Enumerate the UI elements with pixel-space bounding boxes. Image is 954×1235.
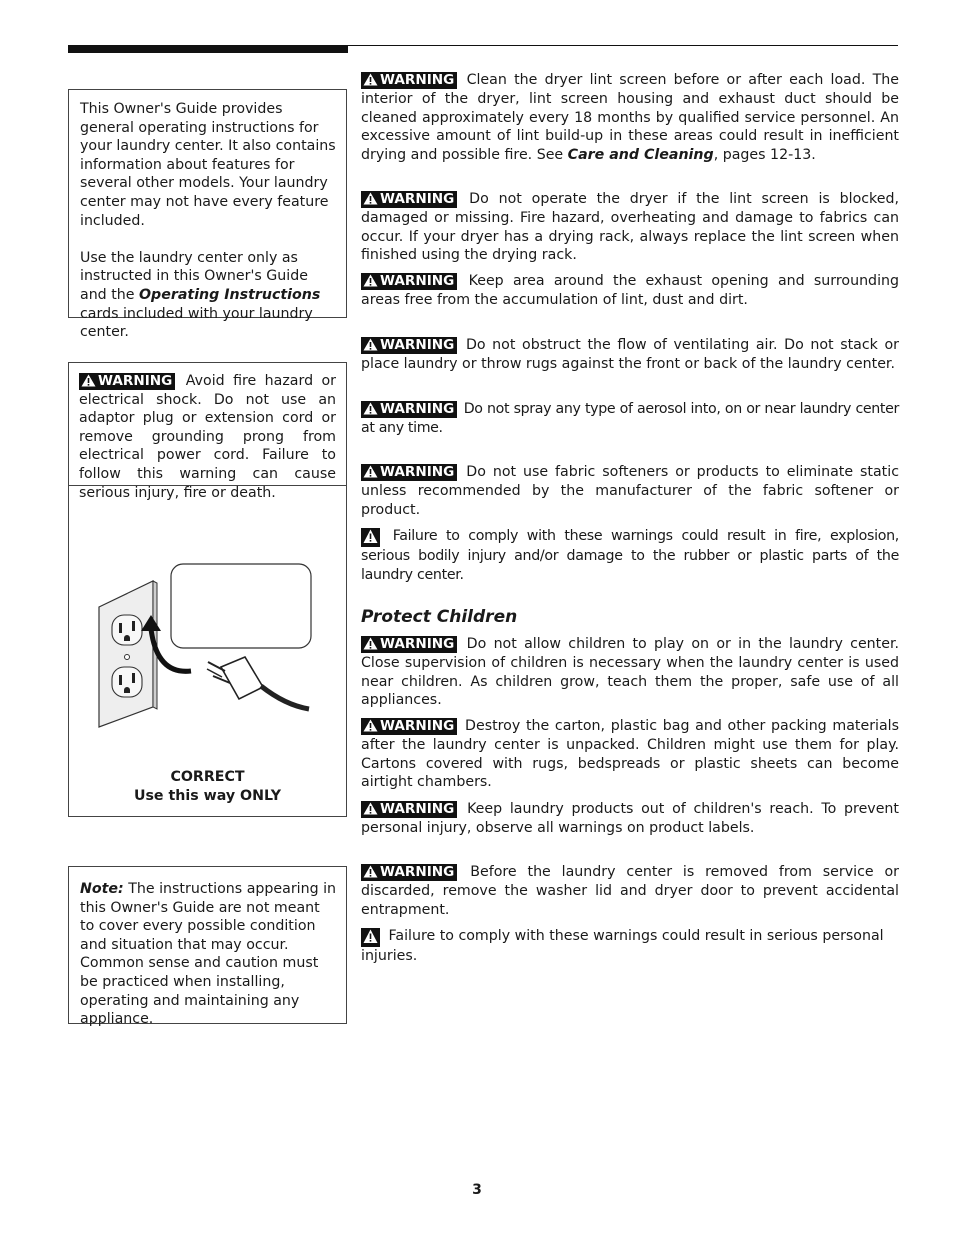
caution-personal-injuries <box>361 927 899 966</box>
care-and-cleaning-emphasis: Care and Cleaning <box>567 147 714 164</box>
header-rule-thin <box>348 45 898 46</box>
note-paragraph <box>80 880 338 1029</box>
caution-text: Failure to comply with these warnings could result in serious personal injuries. <box>361 928 884 964</box>
warning-badge <box>361 636 457 653</box>
shock-warning-body: Avoid fire hazard or electrical shock. Do not use an adaptor plug or extension cord or remove grounding prong from electrical power cord. Failure to follow this warning can cause serious injury, fire or death. <box>79 373 337 501</box>
intro-box <box>68 89 347 341</box>
warning-triangle-icon <box>363 402 378 415</box>
warning-lint-blocked <box>361 190 899 265</box>
warning-fabric-softeners <box>361 463 899 519</box>
warning-badge <box>361 401 457 418</box>
note-box <box>68 866 347 1028</box>
caption-use-this-way: Use this way ONLY <box>133 788 282 804</box>
page-number: 3 <box>472 1182 482 1198</box>
warning-badge <box>361 864 457 881</box>
warning-text: Keep laundry products out of children's reach. To prevent personal injury, observe all warnings on product labels. <box>361 801 899 836</box>
warning-badge-label: WARNING <box>380 864 455 880</box>
warning-text: Do not use fabric softeners or products to eliminate static unless recommended by the manufacturer of the fabric softener or product. <box>361 464 899 518</box>
warning-triangle-icon <box>363 719 378 732</box>
alert-triangle-icon <box>361 528 380 547</box>
warning-text: Do not allow children to play on or in the laundry center. Close supervision of children is necessary when the laundry center is used near children. As children grow, teach them the proper, safe use of all appliances. <box>361 636 899 709</box>
warning-badge-label: WARNING <box>380 718 455 734</box>
note-label: Note: <box>80 881 124 897</box>
warning-text: Do not obstruct the flow of ventilating air. Do not stack or place laundry or throw rugs against the front or back of the laundry center. <box>361 337 900 372</box>
correct-caption <box>69 768 346 806</box>
warning-badge <box>79 373 175 390</box>
warning-packing-materials <box>361 717 899 792</box>
intro-p2-tail: cards included with your laundry center. <box>80 305 313 341</box>
warning-text: Keep area around the exhaust opening and surrounding areas free from the accumulation of lint, dust and dirt. <box>361 273 900 308</box>
intro-paragraph-2 <box>80 249 336 342</box>
warning-triangle-icon <box>363 465 378 478</box>
warning-exhaust-area <box>361 272 899 310</box>
warning-badge-label: WARNING <box>380 72 455 88</box>
shock-warning-box <box>68 362 347 817</box>
warning-lint-screen <box>361 71 899 165</box>
operating-instructions-emphasis: Operating Instructions <box>139 286 321 303</box>
warning-triangle-icon <box>363 192 378 205</box>
warning-badge <box>361 273 457 290</box>
warning-text: Do not operate the dryer if the lint screen is blocked, damaged or missing. Fire hazard, overheating and damage to fabrics can occur. If your dryer has a drying rack, always replace the lint screen when finished using the drying rack. <box>361 191 899 264</box>
warning-text: Do not spray any type of aerosol into, on or near laundry center at any time. <box>361 401 899 436</box>
grounded-outlet-illustration <box>95 559 325 739</box>
warning-badge-label: WARNING <box>380 337 455 353</box>
warning-text-tail: , pages 12-13. <box>713 147 816 164</box>
header-rule-thick <box>68 45 348 53</box>
warning-triangle-icon <box>363 637 378 650</box>
warning-badge <box>361 801 457 818</box>
caution-text: Failure to comply with these warnings could result in fire, explosion, serious bodily injury and/or damage to the rubber or plastic parts of the laundry center. <box>361 528 899 583</box>
caption-correct: CORRECT <box>170 769 245 785</box>
warning-triangle-icon <box>363 802 378 815</box>
warning-triangle-icon <box>363 865 378 878</box>
note-text: The instructions appearing in this Owner's Guide are not meant to cover every possible condition and situation that may occur. Common sense and caution must be practiced when installing, operating and maintaining any appliance. <box>80 881 337 1028</box>
warning-badge <box>361 464 457 481</box>
warning-aerosol <box>361 400 899 438</box>
caution-fire-explosion <box>361 527 899 585</box>
warning-children-play <box>361 635 899 710</box>
warning-text: Clean the dryer lint screen before or after each load. The interior of the dryer, lint screen housing and exhaust duct should be cleaned approximately every 18 months by qualified service personnel. An excessive amount of lint build-up in these areas could result in inefficient drying and possible fire. See <box>361 72 899 164</box>
warning-badge <box>361 72 457 89</box>
alert-triangle-icon <box>361 928 380 947</box>
shock-warning-text <box>69 363 346 501</box>
warning-badge-label: WARNING <box>380 801 455 817</box>
warning-ventilation <box>361 336 899 374</box>
warning-badge <box>361 191 457 208</box>
intro-paragraph-1: This Owner's Guide provides general operating instructions for your laundry center. It also contains information about features for several other models. Your laundry center may not have every feature included. <box>80 101 336 229</box>
warning-badge-label: WARNING <box>98 373 173 389</box>
warning-badge-label: WARNING <box>380 191 455 207</box>
warning-badge-label: WARNING <box>380 401 455 417</box>
warning-triangle-icon <box>363 274 378 287</box>
warning-entrapment <box>361 863 899 919</box>
warning-text: Destroy the carton, plastic bag and other packing materials after the laundry center is unpacked. Children might use them for play. Cartons covered with rugs, bedspreads or plastic sheets can become airtight chambers. <box>361 718 899 791</box>
warning-triangle-icon <box>363 338 378 351</box>
warning-triangle-icon <box>363 73 378 86</box>
warning-badge <box>361 718 457 735</box>
warning-badge-label: WARNING <box>380 273 455 289</box>
warning-badge-label: WARNING <box>380 464 455 480</box>
warning-text: Before the laundry center is removed from service or discarded, remove the washer lid and dryer door to prevent accidental entrapment. <box>361 864 900 918</box>
warning-badge-label: WARNING <box>380 636 455 652</box>
warning-triangle-icon <box>81 374 96 387</box>
protect-children-heading: Protect Children <box>361 607 518 627</box>
warning-laundry-products <box>361 800 899 838</box>
warning-badge <box>361 337 457 354</box>
intro-p2-text: Use the laundry center only as instructed in this Owner's Guide and the <box>80 249 308 303</box>
